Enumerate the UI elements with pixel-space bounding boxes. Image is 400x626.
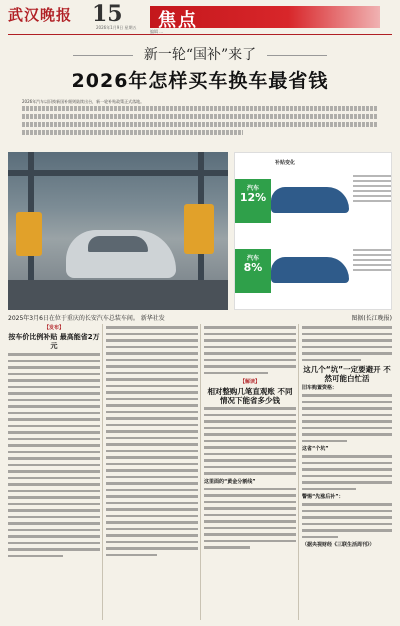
body-text (302, 394, 392, 442)
article-column-2 (106, 324, 198, 560)
note-line (353, 264, 391, 266)
note-line (353, 185, 391, 187)
section-tag: 【发布】 (43, 325, 64, 331)
factory-photo (8, 152, 228, 310)
kicker (0, 44, 400, 64)
body-text (106, 326, 198, 556)
subsidy-value: 12% (239, 191, 267, 204)
kicker-rule-left (73, 55, 133, 56)
subsidy-label: 汽车 (246, 185, 259, 192)
subheading: 按车价比例补贴 最高能省2万元 (8, 333, 100, 350)
note-line (353, 249, 391, 251)
photo-beam (8, 170, 228, 176)
lead-text-line (22, 122, 378, 127)
article-column-3 (204, 324, 296, 553)
masthead-rule (8, 34, 392, 35)
column-divider (298, 324, 299, 620)
car-icon (271, 257, 349, 283)
subheading: 这几个“坑”一定要避开 不然可能白忙活 (303, 365, 391, 383)
section-title: 焦点 (158, 10, 198, 31)
body-text (302, 503, 392, 538)
newspaper-logo: 武汉晚报 (8, 6, 73, 24)
car-window (88, 236, 148, 252)
date-line: 2026年1月9日 星期五 (96, 25, 137, 30)
body-text (204, 488, 296, 549)
headline: 2026年怎样买车换车最省钱 (71, 70, 329, 92)
note-line (353, 259, 391, 261)
note-line (353, 190, 391, 192)
photo-caption: 2025年3月6日在位于重庆的长安汽车总装车间。 新华社发 (8, 315, 165, 322)
robot-arm (184, 204, 214, 254)
bold-phrase: 这省“个坑” (302, 446, 329, 452)
note-line (353, 195, 391, 197)
note-line (353, 175, 391, 177)
body-text (302, 455, 392, 490)
lead-text-line (22, 114, 378, 119)
body-text (8, 353, 100, 557)
subheading: 相对整购几笔直观账 不同情况下能省多少钱 (207, 387, 293, 405)
infographic-notes (353, 249, 391, 274)
note-line (353, 254, 391, 256)
source-credit: （据央视财经《三联生活周刊》） (302, 542, 375, 548)
article-column-1 (8, 324, 100, 561)
bold-phrase: 警惕“先涨后补”： (302, 494, 344, 500)
subsidy-value: 8% (243, 261, 263, 274)
subsidy-infographic (234, 152, 392, 310)
lead-text: 2026年汽车以旧换新国补细则陆续出台，新一轮补贴政策正式落地。 (22, 99, 145, 104)
body-text (204, 407, 296, 475)
column-divider (102, 324, 103, 620)
note-line (353, 200, 391, 202)
photo-floor (8, 280, 228, 310)
column-divider (200, 324, 201, 620)
bold-phrase: 这里面的“黄金分割线” (204, 478, 256, 485)
subsidy-label: 汽车 (246, 255, 259, 262)
section-banner (150, 6, 380, 31)
section-tag: 【解读】 (239, 379, 260, 385)
editors-line: 编辑 ... (150, 29, 164, 34)
lead-text-line (22, 130, 243, 135)
article-column-4 (302, 324, 392, 549)
subsidy-block (235, 179, 271, 223)
bold-phrase: 旧车购置资格： (302, 385, 338, 391)
kicker-text: 新一轮“国补”来了 (143, 47, 257, 63)
page-number: 15 (92, 1, 123, 27)
note-line (353, 180, 391, 182)
lead-paragraph (22, 98, 378, 138)
masthead (0, 0, 400, 34)
kicker-rule-right (267, 55, 327, 56)
robot-arm (16, 212, 42, 256)
lead-text-line (22, 106, 378, 111)
body-text (302, 326, 392, 361)
infographic-notes (353, 175, 391, 205)
car-icon (271, 187, 349, 213)
note-line (353, 269, 391, 271)
infographic-caption: 图据(长江晚报) (351, 315, 392, 322)
subsidy-block (235, 249, 271, 293)
infographic-heading: 补贴变化 (275, 160, 296, 166)
body-text (204, 326, 296, 374)
